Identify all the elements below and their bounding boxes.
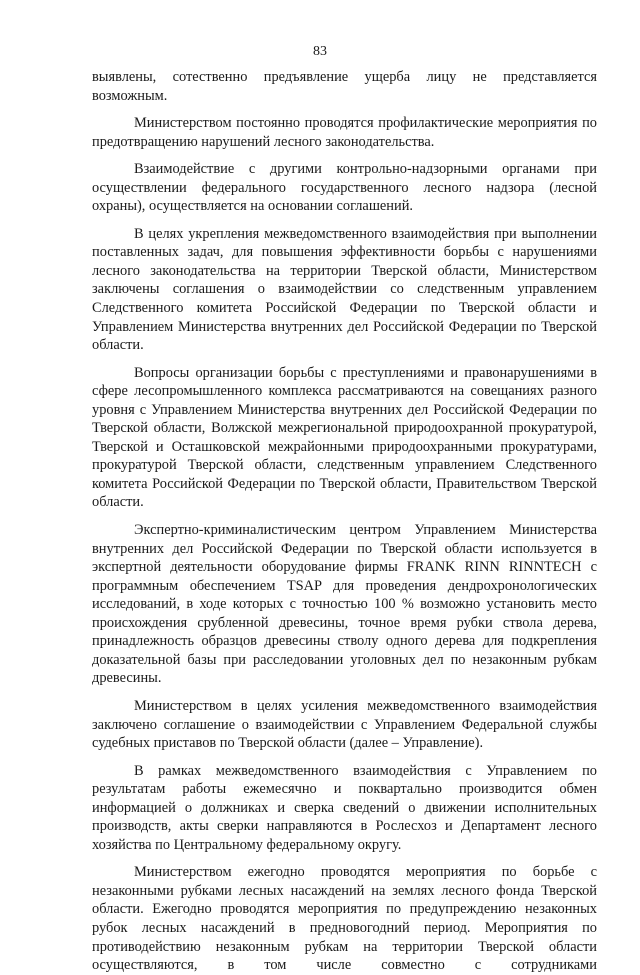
page-number: 83 [313, 44, 327, 59]
paragraph-6: Экспертно-криминалистическим центром Управлением Министерства внутренних дел Российской Федерации по Тверской области используется в экспертной деятельности оборудование фирмы FRANK RINN RINNTECH с программным обеспечением TSAP для проведения дендрохронологических исследований, в ходе которых с точностью 100 % возможно установить место происхождения срубленной древесины, точное время рубки ствола дерева, принадлежность образцов древесины стволу одного дерева для подкрепления доказательной базы при расследовании уголовных дел по незаконным рубкам древесины. [92, 522, 597, 687]
paragraph-1: выявлены, сотественно предъявление ущерба лицу не представляется возможным. [92, 69, 597, 104]
paragraph-9: Министерством ежегодно проводятся мероприятия по борьбе с незаконными рубками лесных насаждений на землях лесного фонда Тверской области. Ежегодно проводятся мероприятия по предупреждению незаконных рубок лесных насаждений в предновогодний период. Мероприятия по противодействию незаконным рубкам на территории Тверской области осуществляются, в том числе совместно с сотрудниками [92, 864, 597, 974]
body-text [92, 68, 597, 975]
paragraph-7: Министерством в целях усиления межведомственного взаимодействия заключено соглашение о взаимодействии с Управлением Федеральной службы судебных приставов по Тверской области (далее – Управление). [92, 697, 597, 752]
paragraph-5: Вопросы организации борьбы с преступлениями и правонарушениями в сфере лесопромышленного комплекса рассматриваются на совещаниях разного уровня с Управлением Министерства внутренних дел Российской Федерации по Тверской области, Волжской межрегиональной природоохранной прокуратурой, Тверской и Осташковской межрайонными природоохранными прокуратурами, прокуратурой Тверской области, следственным управлением Следственного комитета Российской Федерации по Тверской области, Правительством Тверской области. [92, 364, 597, 511]
paragraph-2: Министерством постоянно проводятся профилактические мероприятия по предотвращению нарушений лесного законодательства. [92, 115, 597, 150]
paragraph-4: В целях укрепления межведомственного взаимодействия при выполнении поставленных задач, для повышения эффективности борьбы с нарушениями лесного законодательства на территории Тверской области, Министерством заключены соглашения о взаимодействии со следственным управлением Следственного комитета Российской Федерации по Тверской области и Управлением Министерства внутренних дел Российской Федерации по Тверской области. [92, 225, 597, 354]
paragraph-8: В рамках межведомственного взаимодействия с Управлением по результатам работы ежемесячно и поквартально производится обмен информацией о должниках и сверка сведений о движении исполнительных производств, акты сверки направляются в Рослесхоз и Департамент лесного хозяйства по Центральному федеральному округу. [92, 762, 597, 853]
paragraph-3: Взаимодействие с другими контрольно-надзорными органами при осуществлении федерального государственного лесного надзора (лесной охраны), осуществляется на основании соглашений. [92, 161, 597, 215]
